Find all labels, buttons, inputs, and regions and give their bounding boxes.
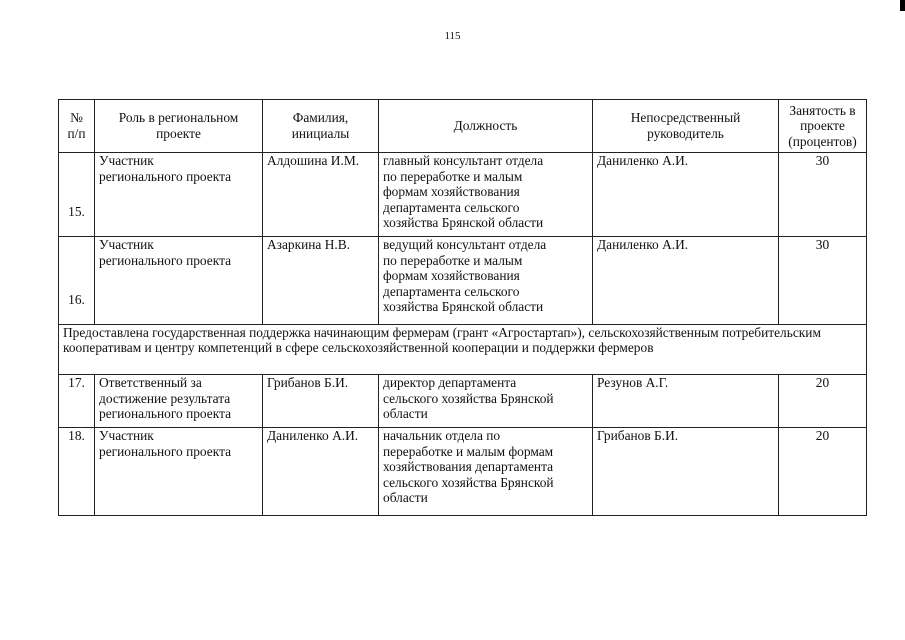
row-name: Алдошина И.М. xyxy=(263,153,379,237)
project-team-table xyxy=(58,99,867,516)
row-position: ведущий консультант отдела по переработке и малым формам хозяйствования департамента сельского хозяйства Брянской области xyxy=(379,237,593,325)
table-row xyxy=(59,375,867,428)
row-share: 20 xyxy=(779,375,867,428)
section-heading-row xyxy=(59,325,867,375)
header-name: Фамилия, инициалы xyxy=(263,100,379,153)
row-supervisor: Даниленко А.И. xyxy=(593,153,779,237)
row-supervisor: Резунов А.Г. xyxy=(593,375,779,428)
row-share: 30 xyxy=(779,153,867,237)
table-header-row xyxy=(59,100,867,153)
scan-edge-mark xyxy=(900,0,905,11)
row-name: Азаркина Н.В. xyxy=(263,237,379,325)
row-position: главный консультант отдела по переработке и малым формам хозяйствования департамента сельского хозяйства Брянской области xyxy=(379,153,593,237)
header-position: Должность xyxy=(379,100,593,153)
header-num: № п/п xyxy=(59,100,95,153)
table-row xyxy=(59,153,867,237)
row-num: 16. xyxy=(59,237,95,325)
row-num: 15. xyxy=(59,153,95,237)
row-supervisor: Грибанов Б.И. xyxy=(593,428,779,516)
table-row xyxy=(59,237,867,325)
row-role: Участник регионального проекта xyxy=(95,428,263,516)
row-name: Грибанов Б.И. xyxy=(263,375,379,428)
row-role: Участник регионального проекта xyxy=(95,153,263,237)
section-heading: Предоставлена государственная поддержка начинающим фермерам (грант «Агростартап»), сельскохозяйственным потребительским кооперативам и центру компетенций в сфере сельскохозяйственной кооперации и поддержки фермеров xyxy=(59,325,867,375)
page-number: 115 xyxy=(444,30,461,42)
row-role: Участник регионального проекта xyxy=(95,237,263,325)
header-share: Занятость в проекте (процентов) xyxy=(779,100,867,153)
row-share: 20 xyxy=(779,428,867,516)
row-num: 17. xyxy=(59,375,95,428)
row-position: директор департамента сельского хозяйства Брянской области xyxy=(379,375,593,428)
header-supervisor: Непосредственный руководитель xyxy=(593,100,779,153)
row-share: 30 xyxy=(779,237,867,325)
row-position: начальник отдела по переработке и малым формам хозяйствования департамента сельского хозяйства Брянской области xyxy=(379,428,593,516)
row-supervisor: Даниленко А.И. xyxy=(593,237,779,325)
row-name: Даниленко А.И. xyxy=(263,428,379,516)
row-role: Ответственный за достижение результата регионального проекта xyxy=(95,375,263,428)
header-role: Роль в региональном проекте xyxy=(95,100,263,153)
row-num: 18. xyxy=(59,428,95,516)
table-row xyxy=(59,428,867,516)
